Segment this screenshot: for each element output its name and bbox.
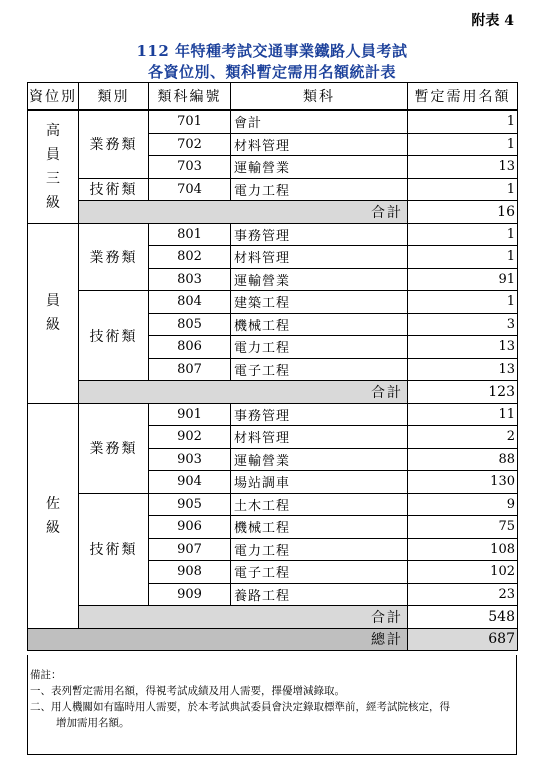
subject-code: 903 [149,448,231,471]
subject-code: 701 [149,110,231,133]
quota-value: 13 [408,336,518,359]
subject-name: 材料管理 [231,133,408,156]
subject-code: 906 [149,516,231,539]
category-cell: 技術類 [79,178,149,201]
document-title: 112 年特種考試交通事業鐵路人員考試 [136,42,408,60]
subject-code: 901 [149,403,231,426]
notes-heading: 備註： [30,669,62,681]
header-level: 資位別 [28,83,79,111]
subject-code: 806 [149,336,231,359]
quota-value: 9 [408,493,518,516]
level-cell [28,223,79,403]
level-label: 佐級 [46,495,60,536]
quota-value: 1 [408,178,518,201]
subtotal-label: 合計 [79,201,408,224]
header-code: 類科編號 [149,83,231,111]
total-row [28,628,518,651]
subject-name: 電子工程 [231,358,408,381]
subtotal-value: 16 [408,201,518,224]
subject-name: 電子工程 [231,561,408,584]
subject-name: 電力工程 [231,538,408,561]
quota-value: 1 [408,133,518,156]
total-value: 687 [408,628,518,651]
notes-box [27,655,517,755]
category-cell: 技術類 [79,291,149,381]
subtotal-row [28,201,518,224]
subtotal-value: 548 [408,606,518,629]
subject-name: 養路工程 [231,583,408,606]
subject-code: 807 [149,358,231,381]
subject-code: 803 [149,268,231,291]
subject-name: 建築工程 [231,291,408,314]
quota-value: 3 [408,313,518,336]
quota-table [27,82,518,651]
quota-value: 102 [408,561,518,584]
subject-code: 904 [149,471,231,494]
subject-name: 運輸營業 [231,156,408,179]
quota-value: 1 [408,246,518,269]
table-row [28,403,518,426]
document-subtitle: 各資位別、類科暫定需用名額統計表 [147,63,396,81]
subject-code: 909 [149,583,231,606]
level-cell [28,110,79,223]
total-label: 總計 [28,628,408,651]
subject-name: 會計 [231,110,408,133]
subject-code: 804 [149,291,231,314]
attachment-label: 附表 4 [471,13,514,29]
note-item-2-cont: 增加需用名額。 [56,717,130,729]
quota-value: 91 [408,268,518,291]
level-label: 員級 [46,293,60,333]
subject-name: 運輸營業 [231,448,408,471]
category-cell: 技術類 [79,493,149,606]
header-category: 類別 [79,83,149,111]
table-header-row [28,83,518,111]
subject-name: 電力工程 [231,336,408,359]
subject-code: 805 [149,313,231,336]
subject-code: 902 [149,426,231,449]
level-label: 高員三級 [46,122,60,211]
subject-name: 運輸營業 [231,268,408,291]
subject-code: 905 [149,493,231,516]
subject-name: 事務管理 [231,223,408,246]
quota-value: 130 [408,471,518,494]
subject-name: 場站調車 [231,471,408,494]
subtotal-value: 123 [408,381,518,404]
note-item-1: 一、表列暫定需用名額，得視考試成績及用人需要，擇優增減錄取。 [30,685,345,697]
category-cell: 業務類 [79,223,149,291]
table-row [28,110,518,133]
subject-code: 908 [149,561,231,584]
table-row [28,493,518,516]
quota-value: 1 [408,291,518,314]
table-row [28,178,518,201]
quota-value: 75 [408,516,518,539]
subject-name: 電力工程 [231,178,408,201]
category-cell: 業務類 [79,403,149,493]
quota-value: 1 [408,110,518,133]
table-body [28,110,518,651]
subtotal-label: 合計 [79,606,408,629]
subject-name: 材料管理 [231,246,408,269]
quota-value: 2 [408,426,518,449]
subject-code: 702 [149,133,231,156]
subject-name: 事務管理 [231,403,408,426]
quota-value: 88 [408,448,518,471]
subject-name: 材料管理 [231,426,408,449]
quota-value: 23 [408,583,518,606]
subject-code: 802 [149,246,231,269]
subject-name: 機械工程 [231,313,408,336]
subtotal-row [28,606,518,629]
note-item-2: 二、用人機關如有臨時用人需要，於本考試典試委員會決定錄取標準前，經考試院核定，得 [30,701,450,713]
table-row [28,291,518,314]
subject-name: 土木工程 [231,493,408,516]
subject-name: 機械工程 [231,516,408,539]
quota-value: 1 [408,223,518,246]
subject-code: 907 [149,538,231,561]
quota-value: 11 [408,403,518,426]
quota-value: 13 [408,156,518,179]
subject-code: 801 [149,223,231,246]
subject-code: 704 [149,178,231,201]
subtotal-row [28,381,518,404]
quota-value: 108 [408,538,518,561]
header-quota: 暫定需用名額 [408,83,518,111]
subtotal-label: 合計 [79,381,408,404]
quota-value: 13 [408,358,518,381]
subject-code: 703 [149,156,231,179]
level-cell [28,403,79,628]
table-row [28,223,518,246]
category-cell: 業務類 [79,110,149,178]
header-subject: 類科 [231,83,408,111]
